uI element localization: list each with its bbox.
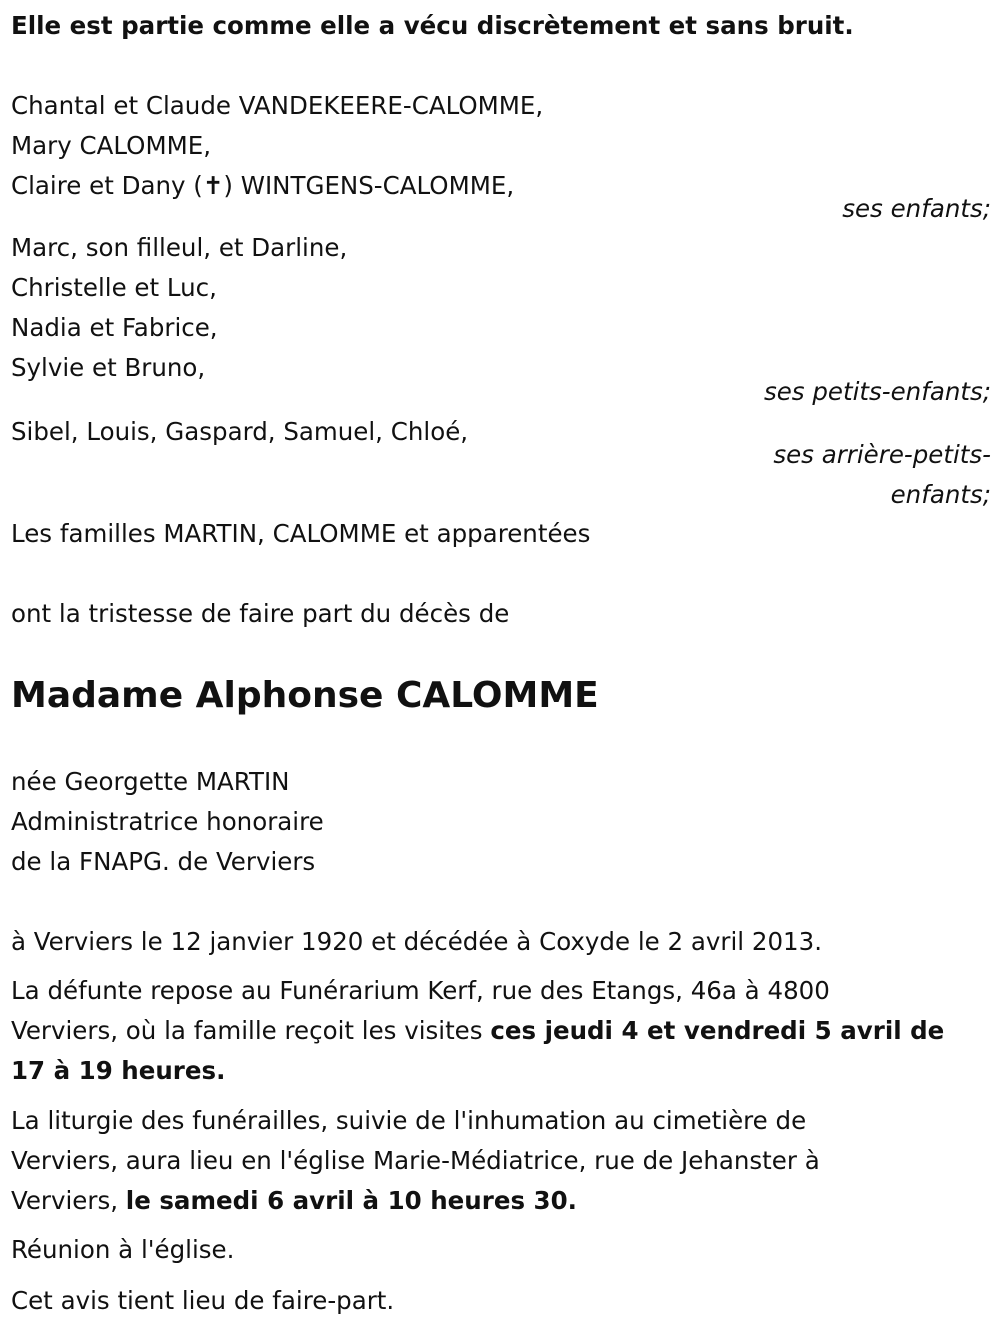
grandchildren-line-4: Sylvie et Bruno, xyxy=(11,353,206,382)
funeral-line-2: Verviers, aura lieu en l'église Marie-Médiatrice, rue de Jehanster à xyxy=(11,1146,820,1175)
detail-line-2: Administratrice honoraire xyxy=(11,807,324,836)
detail-line-1: née Georgette MARTIN xyxy=(11,767,290,796)
grandchildren-role: ses petits-enfants; xyxy=(763,377,991,406)
children-role: ses enfants; xyxy=(842,194,991,223)
great-grandchildren-role-2: enfants; xyxy=(890,480,991,509)
funeral-line-3-bold: le samedi 6 avril à 10 heures 30. xyxy=(125,1186,577,1215)
children-line-3: Claire et Dany (✝) WINTGENS-CALOMME, xyxy=(11,171,515,200)
visit-line-2 xyxy=(11,1011,944,1051)
children-line-2: Mary CALOMME, xyxy=(11,131,211,160)
detail-line-3: de la FNAPG. de Verviers xyxy=(11,847,316,876)
deceased-name: Madame Alphonse CALOMME xyxy=(11,675,599,716)
great-grandchildren-role-1: ses arrière-petits- xyxy=(773,440,991,469)
birth-death-line: à Verviers le 12 janvier 1920 et décédée à Coxyde le 2 avril 2013. xyxy=(11,927,823,956)
visit-line-1: La défunte repose au Funérarium Kerf, rue des Etangs, 46a à 4800 xyxy=(11,976,830,1005)
announcement-line: ont la tristesse de faire part du décès de xyxy=(11,599,510,628)
funeral-line-3 xyxy=(11,1181,577,1221)
grandchildren-line-2: Christelle et Luc, xyxy=(11,273,217,302)
visit-line-2-bold: ces jeudi 4 et vendredi 5 avril de xyxy=(490,1016,945,1045)
grandchildren-line-3: Nadia et Fabrice, xyxy=(11,313,218,342)
grandchildren-line-1: Marc, son filleul, et Darline, xyxy=(11,233,348,262)
funeral-line-3-normal: Verviers, xyxy=(11,1186,126,1215)
visit-line-2-normal: Verviers, où la famille reçoit les visites xyxy=(11,1016,491,1045)
families-line: Les familles MARTIN, CALOMME et apparentées xyxy=(11,519,591,548)
visit-line-3: 17 à 19 heures. xyxy=(11,1056,226,1085)
intro-quote: Elle est partie comme elle a vécu discrètement et sans bruit. xyxy=(11,11,854,40)
meeting-line: Réunion à l'église. xyxy=(11,1235,235,1264)
great-grandchildren-line: Sibel, Louis, Gaspard, Samuel, Chloé, xyxy=(11,417,469,446)
closing-line: Cet avis tient lieu de faire-part. xyxy=(11,1286,395,1315)
funeral-line-1: La liturgie des funérailles, suivie de l'inhumation au cimetière de xyxy=(11,1106,807,1135)
children-line-1: Chantal et Claude VANDEKEERE-CALOMME, xyxy=(11,91,544,120)
